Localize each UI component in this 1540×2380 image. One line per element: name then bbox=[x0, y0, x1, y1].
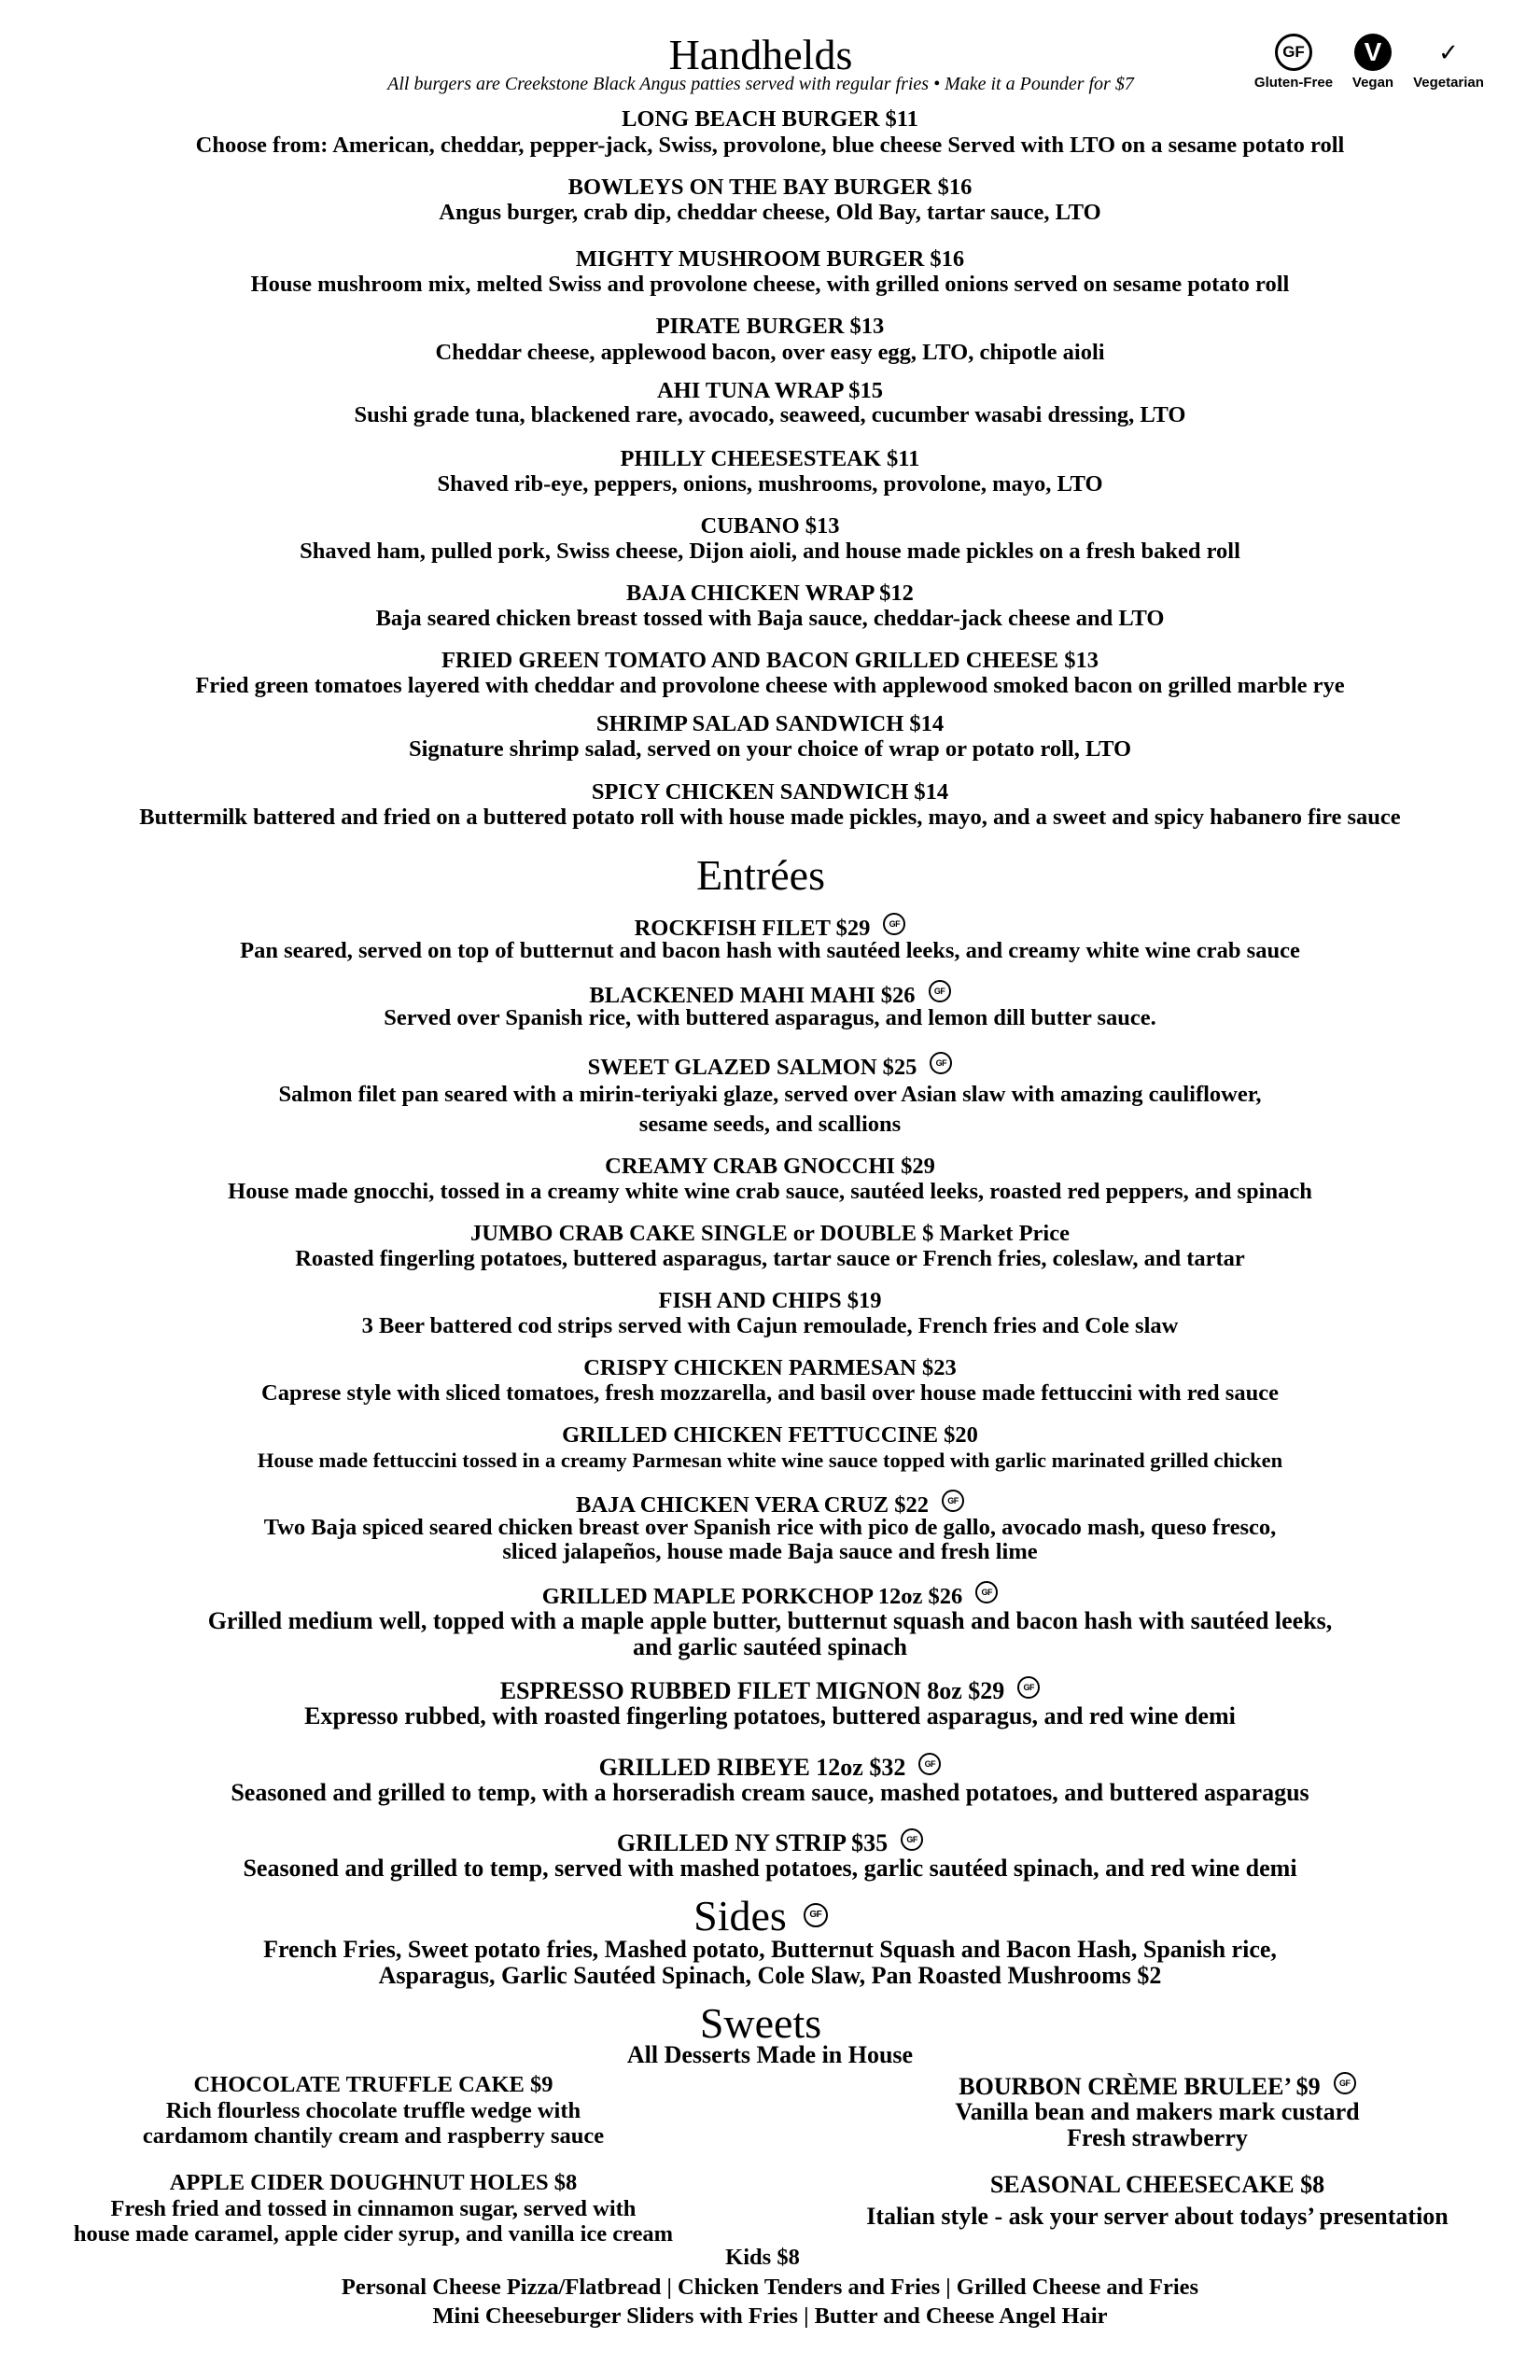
gf-circle-icon: GF bbox=[1334, 2072, 1356, 2094]
entree-ribeye bbox=[0, 1753, 1540, 1782]
item-desc: Sushi grade tuna, blackened rare, avocado, seaweed, cucumber wasabi dressing, LTO bbox=[354, 402, 1186, 427]
item-name: SWEET GLAZED SALMON $25 bbox=[587, 1055, 917, 1080]
item-name: CREAMY CRAB GNOCCHI $29 bbox=[605, 1154, 935, 1179]
item-desc: Expresso rubbed, with roasted fingerling potatoes, buttered asparagus, and red wine demi bbox=[304, 1702, 1236, 1729]
item-name: CRISPY CHICKEN PARMESAN $23 bbox=[583, 1355, 957, 1380]
item-name: PHILLY CHEESESTEAK $11 bbox=[620, 446, 920, 471]
item-desc: sesame seeds, and scallions bbox=[638, 1112, 902, 1137]
item-desc: Rich flourless chocolate truffle wedge with bbox=[165, 2098, 581, 2123]
legend-label: Vegetarian bbox=[1413, 75, 1484, 91]
item-name: GRILLED RIBEYE 12oz $32 bbox=[598, 1754, 906, 1781]
item-desc: House made gnocchi, tossed in a creamy white wine crab sauce, sautéed leeks, roasted red peppers, and spinach bbox=[228, 1179, 1312, 1204]
section-title-sides bbox=[0, 1892, 1531, 1939]
item-desc: Roasted fingerling potatoes, buttered asparagus, tartar sauce or French fries, coleslaw, and tartar bbox=[295, 1246, 1245, 1271]
item-name: CUBANO $13 bbox=[700, 513, 840, 539]
item-desc: Fresh fried and tossed in cinnamon sugar, served with bbox=[110, 2196, 637, 2221]
item-desc: cardamom chantily cream and raspberry sauce bbox=[142, 2123, 605, 2149]
item-name: AHI TUNA WRAP $15 bbox=[656, 378, 884, 403]
item-name: BAJA CHICKEN WRAP $12 bbox=[626, 581, 914, 606]
kids-line: Mini Cheeseburger Sliders with Fries | Butter and Cheese Angel Hair bbox=[432, 2303, 1108, 2329]
item-desc: Angus burger, crab dip, cheddar cheese, Old Bay, tartar sauce, LTO bbox=[439, 200, 1101, 225]
item-desc: Buttermilk battered and fried on a buttered potato roll with house made pickles, mayo, and a sweet and spicy habanero fire sauce bbox=[139, 805, 1401, 830]
item-desc: 3 Beer battered cod strips served with Cajun remoulade, French fries and Cole slaw bbox=[361, 1313, 1179, 1338]
item-name: FISH AND CHIPS $19 bbox=[658, 1288, 882, 1313]
item-name: PIRATE BURGER $13 bbox=[655, 314, 885, 339]
item-name: FRIED GREEN TOMATO AND BACON GRILLED CHEESE $13 bbox=[441, 648, 1099, 673]
item-desc: Caprese style with sliced tomatoes, fresh mozzarella, and basil over house made fettuccini with red sauce bbox=[261, 1380, 1279, 1406]
gf-circle-icon: GF bbox=[930, 1052, 952, 1074]
section-title-handhelds: Handhelds bbox=[668, 31, 853, 78]
item-desc: Choose from: American, cheddar, pepper-jack, Swiss, provolone, blue cheese Served with LTO on a sesame potato roll bbox=[195, 133, 1345, 158]
item-name: ROCKFISH FILET $29 bbox=[634, 916, 871, 941]
item-desc: House made fettuccini tossed in a creamy Parmesan white wine sauce topped with garlic marinated grilled chicken bbox=[257, 1449, 1283, 1472]
item-desc: Pan seared, served on top of butternut and bacon hash with sautéed leeks, and creamy white wine crab sauce bbox=[240, 938, 1300, 963]
item-desc: and garlic sautéed spinach bbox=[633, 1633, 907, 1660]
item-desc: Two Baja spiced seared chicken breast over Spanish rice with pico de gallo, avocado mash, queso fresco, bbox=[263, 1515, 1277, 1540]
item-name: GRILLED CHICKEN FETTUCCINE $20 bbox=[562, 1422, 978, 1448]
item-name: BLACKENED MAHI MAHI $26 bbox=[589, 983, 916, 1008]
gf-circle-icon: GF bbox=[901, 1828, 923, 1851]
gf-circle-icon: GF bbox=[942, 1490, 964, 1512]
item-desc: Vanilla bean and makers mark custard bbox=[955, 2098, 1360, 2125]
sides-line: Asparagus, Garlic Sautéed Spinach, Cole Slaw, Pan Roasted Mushrooms $2 bbox=[378, 1962, 1162, 1989]
item-name: SHRIMP SALAD SANDWICH $14 bbox=[595, 711, 945, 736]
item-name: APPLE CIDER DOUGHNUT HOLES $8 bbox=[169, 2170, 578, 2195]
item-desc: Salmon filet pan seared with a mirin-teriyaki glaze, served over Asian slaw with amazing cauliflower, bbox=[278, 1082, 1262, 1107]
vegan-icon: V bbox=[1354, 34, 1392, 71]
item-name: LONG BEACH BURGER $11 bbox=[622, 106, 918, 132]
item-name: BOURBON CRÈME BRULEE’ $9 bbox=[959, 2073, 1321, 2100]
entree-salmon bbox=[0, 1052, 1540, 1081]
item-name: JUMBO CRAB CAKE SINGLE or DOUBLE $ Market Price bbox=[470, 1221, 1070, 1246]
item-desc: Shaved ham, pulled pork, Swiss cheese, Dijon aioli, and house made pickles on a fresh baked roll bbox=[300, 539, 1240, 564]
gf-circle-icon: GF bbox=[1275, 34, 1312, 71]
item-desc: House mushroom mix, melted Swiss and provolone cheese, with grilled onions served on sesame potato roll bbox=[250, 272, 1290, 297]
sweet-creme-brulee bbox=[793, 2072, 1521, 2101]
item-name: SEASONAL CHEESECAKE $8 bbox=[989, 2171, 1325, 2198]
section-title-entrees: Entrées bbox=[696, 851, 825, 899]
item-desc: Seasoned and grilled to temp, served with mashed potatoes, garlic sautéed spinach, and red wine demi bbox=[243, 1855, 1297, 1882]
item-desc: sliced jalapeños, house made Baja sauce and fresh lime bbox=[502, 1539, 1038, 1564]
vegetarian-leaf-icon: ✓ bbox=[1438, 38, 1459, 66]
section-title-sweets: Sweets bbox=[699, 1999, 822, 2047]
item-desc: Grilled medium well, topped with a maple apple butter, butternut squash and bacon hash with sautéed leeks, bbox=[207, 1607, 1333, 1634]
sides-title: Sides bbox=[693, 1892, 787, 1939]
item-desc: Served over Spanish rice, with buttered asparagus, and lemon dill butter sauce. bbox=[384, 1005, 1156, 1030]
kids-title: Kids $8 bbox=[725, 2245, 800, 2270]
sweets-subtitle: All Desserts Made in House bbox=[626, 2041, 914, 2068]
item-desc: Italian style - ask your server about todays’ presentation bbox=[866, 2203, 1449, 2230]
item-name: MIGHTY MUSHROOM BURGER $16 bbox=[575, 246, 965, 272]
item-name: SPICY CHICKEN SANDWICH $14 bbox=[591, 779, 949, 805]
item-desc: house made caramel, apple cider syrup, and vanilla ice cream bbox=[73, 2221, 674, 2247]
item-name: CHOCOLATE TRUFFLE CAKE $9 bbox=[193, 2072, 553, 2097]
gf-circle-icon: GF bbox=[804, 1903, 828, 1927]
legend-label: Gluten-Free bbox=[1253, 75, 1334, 91]
item-name: ESPRESSO RUBBED FILET MIGNON 8oz $29 bbox=[499, 1677, 1005, 1704]
item-name: BAJA CHICKEN VERA CRUZ $22 bbox=[576, 1492, 929, 1518]
entree-porkchop bbox=[0, 1581, 1540, 1610]
item-desc: Seasoned and grilled to temp, with a horseradish cream sauce, mashed potatoes, and buttered asparagus bbox=[231, 1779, 1309, 1806]
sides-line: French Fries, Sweet potato fries, Mashed potato, Butternut Squash and Bacon Hash, Spanish rice, bbox=[263, 1936, 1277, 1963]
item-desc: Baja seared chicken breast tossed with Baja sauce, cheddar-jack cheese and LTO bbox=[375, 606, 1165, 631]
handhelds-tagline: All burgers are Creekstone Black Angus patties served with regular fries • Make it a Pounder for $7 bbox=[387, 74, 1134, 94]
item-desc: Fresh strawberry bbox=[1067, 2124, 1248, 2151]
gf-circle-icon: GF bbox=[1017, 1676, 1040, 1699]
entree-ny-strip bbox=[0, 1828, 1540, 1857]
kids-line: Personal Cheese Pizza/Flatbread | Chicken Tenders and Fries | Grilled Cheese and Fries bbox=[341, 2275, 1199, 2300]
gf-circle-icon: GF bbox=[975, 1581, 998, 1603]
item-desc: Fried green tomatoes layered with cheddar and provolone cheese with applewood smoked bacon on grilled marble rye bbox=[195, 673, 1345, 698]
item-desc: Cheddar cheese, applewood bacon, over easy egg, LTO, chipotle aioli bbox=[435, 340, 1105, 365]
item-name: GRILLED MAPLE PORKCHOP 12oz $26 bbox=[541, 1584, 963, 1609]
gf-circle-icon: GF bbox=[918, 1753, 941, 1775]
item-desc: Shaved rib-eye, peppers, onions, mushrooms, provolone, mayo, LTO bbox=[437, 471, 1103, 497]
entree-filet-mignon bbox=[0, 1676, 1540, 1705]
gf-circle-icon: GF bbox=[929, 980, 951, 1002]
item-desc: Signature shrimp salad, served on your choice of wrap or potato roll, LTO bbox=[408, 736, 1132, 762]
gf-circle-icon: GF bbox=[883, 913, 905, 935]
item-name: GRILLED NY STRIP $35 bbox=[616, 1829, 889, 1856]
item-name: BOWLEYS ON THE BAY BURGER $16 bbox=[567, 175, 973, 200]
legend-label: Vegan bbox=[1351, 75, 1394, 91]
